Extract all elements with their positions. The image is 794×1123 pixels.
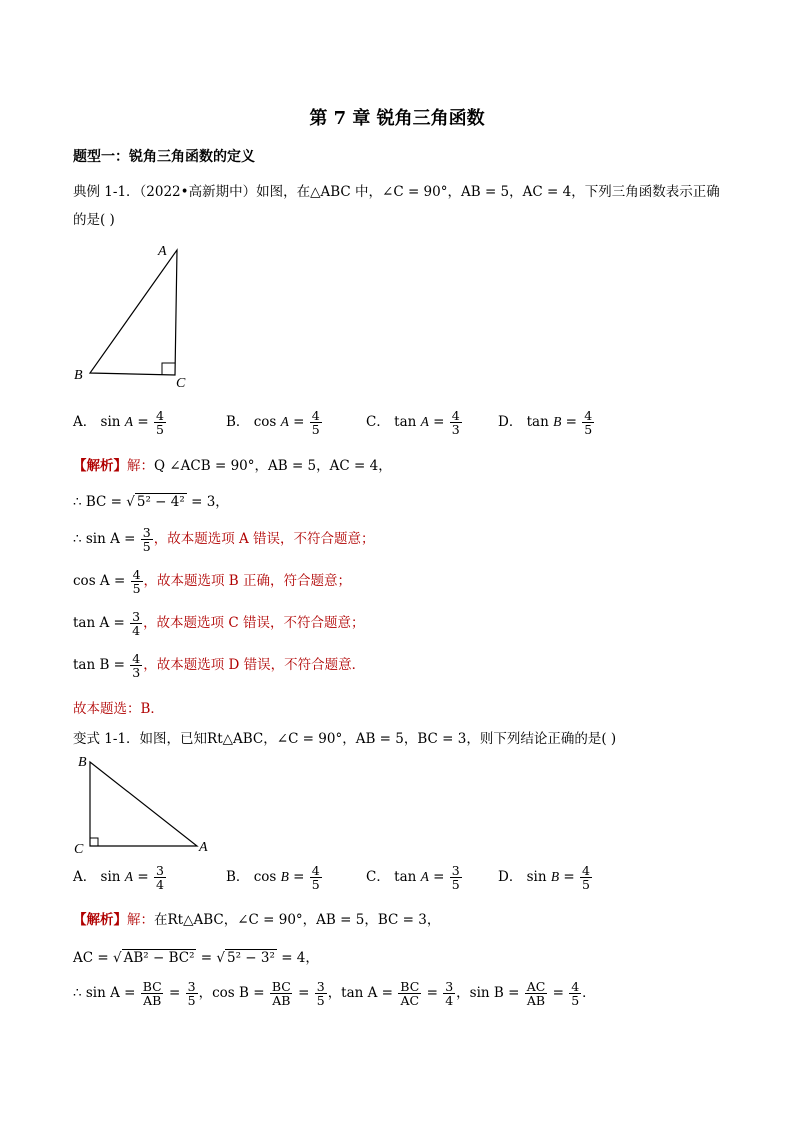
solution-math: = xyxy=(298,985,310,1001)
example1-triangle-figure xyxy=(70,238,200,393)
fraction-denominator: AB xyxy=(272,993,291,1008)
fraction-denominator: AB xyxy=(526,993,546,1008)
fraction-numerator: 3 xyxy=(155,863,164,878)
example1-solution-line6 xyxy=(73,652,365,679)
solution-fraction xyxy=(130,652,142,679)
fraction-numerator: 4 xyxy=(311,863,320,878)
solution-math: ∴ BC = xyxy=(73,494,122,510)
sqrt-radicand: 5² − 3² xyxy=(227,950,275,966)
fraction-numerator: AC xyxy=(526,979,546,994)
fraction-denominator: 5 xyxy=(584,422,593,437)
example1-solution-line4 xyxy=(73,568,351,595)
fraction-numerator: 3 xyxy=(316,979,325,994)
fraction-denominator: 5 xyxy=(187,993,196,1008)
solution-math: cos A = xyxy=(73,573,126,589)
solution-math: tan A = xyxy=(73,615,125,631)
variant1-stem: 变式 1-1．如图，已知Rt△ABC，∠C = 90°，AB = 5，BC = 3，则下列结论正确的是( ) xyxy=(73,731,617,747)
option-func: sin xyxy=(100,414,121,430)
fraction-denominator: 5 xyxy=(311,422,320,437)
solution-text: ，故本题选项 C 错误，不符合题意； xyxy=(143,615,365,631)
variant1-option-b[interactable]: B． cos B = $\frac{4}{5}$ xyxy=(226,863,320,892)
solution-fraction xyxy=(186,980,198,1007)
solution-math: ∴ sin A = xyxy=(73,985,136,1001)
triangle-abc xyxy=(90,250,177,375)
option-fraction xyxy=(310,864,322,891)
example1-option-b[interactable]: B． cos A = $\frac{4}{5}$ xyxy=(226,408,320,437)
solution-fraction xyxy=(443,980,455,1007)
fraction-numerator: 4 xyxy=(311,408,320,423)
fraction-denominator: AB xyxy=(143,993,162,1008)
solution-math: ∴ sin A = xyxy=(73,531,136,547)
option-fraction xyxy=(310,409,322,436)
solution-fraction xyxy=(130,610,142,637)
option-prefix: C． xyxy=(366,869,390,885)
solution-text: 解： xyxy=(127,458,154,474)
option-var: B xyxy=(280,869,289,884)
option-fraction xyxy=(582,409,594,436)
option-prefix: A． xyxy=(73,869,97,885)
solution-math: ． xyxy=(582,985,596,1001)
vertex-label-b: B xyxy=(74,368,83,383)
solution-math: = xyxy=(426,985,438,1001)
fraction-numerator: 4 xyxy=(584,408,593,423)
solution-fraction xyxy=(569,980,581,1007)
variant1-solution-line1 xyxy=(73,908,440,928)
solution-fraction xyxy=(141,980,164,1007)
option-var: A xyxy=(124,869,134,884)
variant1-solution-line3 xyxy=(73,980,596,1007)
page-title: 第 7 章 锐角三角函数 xyxy=(309,108,485,129)
option-fraction xyxy=(154,864,166,891)
solution-fraction xyxy=(141,526,153,553)
option-var: B xyxy=(550,869,560,884)
vertex-label-c: C xyxy=(74,842,84,857)
solution-math: = xyxy=(200,950,213,966)
solution-fraction xyxy=(525,980,548,1007)
option-func: cos xyxy=(253,869,277,885)
sqrt-radicand: 5² − 4² xyxy=(136,494,185,510)
solution-math: Q ∠ACB = 90°，AB = 5，AC = 4， xyxy=(154,458,392,474)
solution-math: ，cos B = xyxy=(198,985,265,1001)
fraction-denominator: 5 xyxy=(316,993,325,1008)
example1-stem-line2: 的是( ) xyxy=(73,212,115,228)
option-var: A xyxy=(280,414,289,429)
example1-solution-line3 xyxy=(73,526,375,553)
fraction-denominator: 3 xyxy=(451,422,460,437)
fraction-numerator: 3 xyxy=(451,863,460,878)
option-var: B xyxy=(553,414,562,429)
option-func: sin xyxy=(526,869,547,885)
option-var: A xyxy=(124,414,134,429)
fraction-denominator: 5 xyxy=(142,539,151,554)
fraction-numerator: 3 xyxy=(142,525,151,540)
fraction-denominator: 5 xyxy=(132,581,141,596)
right-angle-mark xyxy=(162,363,175,375)
triangle-abc xyxy=(90,762,197,846)
fraction-numerator: 3 xyxy=(132,609,141,624)
fraction-numerator: 4 xyxy=(132,567,141,582)
example1-conclusion: 故本题选：B． xyxy=(73,701,164,717)
example1-solution-line1 xyxy=(73,454,392,474)
solution-math: 在Rt△ABC，∠C = 90°，AB = 5，BC = 3， xyxy=(154,912,441,928)
fraction-denominator: 3 xyxy=(132,665,141,680)
option-prefix: D． xyxy=(498,414,523,430)
solution-fraction xyxy=(398,980,421,1007)
solution-text: ，故本题选项 D 错误，不符合题意． xyxy=(143,657,366,673)
section-heading: 题型一：锐角三角函数的定义 xyxy=(73,149,255,165)
fraction-denominator: 5 xyxy=(155,422,164,437)
fraction-numerator: 4 xyxy=(155,408,164,423)
analysis-tag: 【解析】 xyxy=(73,458,127,474)
option-func: sin xyxy=(100,869,121,885)
option-var: A xyxy=(420,869,429,884)
solution-text: 解： xyxy=(127,912,154,928)
right-angle-mark xyxy=(90,838,98,846)
solution-fraction xyxy=(270,980,293,1007)
solution-text: ，故本题选项 A 错误，不符合题意； xyxy=(153,531,375,547)
option-prefix: A． xyxy=(73,414,97,430)
variant1-option-a[interactable]: A． sin A = $\frac{3}{4}$ xyxy=(73,863,164,892)
fraction-denominator: 4 xyxy=(132,623,141,638)
option-prefix: D． xyxy=(498,869,523,885)
solution-math: ，sin B = xyxy=(456,985,520,1001)
fraction-denominator: 5 xyxy=(582,877,590,892)
option-fraction xyxy=(450,864,462,891)
solution-math: = 3， xyxy=(191,494,229,510)
example1-option-c[interactable]: C． tan A = $\frac{4}{3}$ xyxy=(366,408,460,437)
fraction-numerator: 3 xyxy=(187,979,196,994)
example1-solution-line2: ∴ BC = √ 5² − 4² = 3， xyxy=(73,494,229,510)
sqrt-radicand: AB² − BC² xyxy=(123,950,195,966)
fraction-denominator: AC xyxy=(400,993,420,1008)
option-fraction xyxy=(450,409,462,436)
fraction-denominator: 5 xyxy=(311,877,320,892)
option-var: A xyxy=(420,414,429,429)
fraction-numerator: 3 xyxy=(445,979,454,994)
example1-stem-line1: 典例 1-1．（2022•高新期中）如图，在△ABC 中，∠C = 90°，AB = 5，AC = 4，下列三角函数表示正确 xyxy=(73,184,720,200)
variant1-option-d[interactable]: D． sin B = $\frac{4}{5}$ xyxy=(498,863,590,892)
option-func: cos xyxy=(253,414,277,430)
fraction-denominator: 5 xyxy=(451,877,460,892)
solution-fraction xyxy=(315,980,327,1007)
fraction-numerator: 4 xyxy=(582,863,590,878)
vertex-label-b: B xyxy=(78,755,87,770)
option-fraction xyxy=(580,864,592,891)
variant1-triangle-figure xyxy=(70,752,220,857)
vertex-label-a: A xyxy=(199,840,208,855)
vertex-label-a: A xyxy=(158,244,167,259)
solution-math: = 4， xyxy=(281,950,319,966)
example1-option-d[interactable]: D． tan B = $\frac{4}{5}$ xyxy=(498,408,593,437)
fraction-numerator: BC xyxy=(271,979,291,994)
fraction-numerator: 4 xyxy=(132,651,141,666)
fraction-numerator: 4 xyxy=(451,408,460,423)
option-fraction xyxy=(154,409,166,436)
solution-math: = xyxy=(169,985,181,1001)
analysis-tag: 【解析】 xyxy=(73,912,127,928)
variant1-option-c[interactable]: C． tan A = $\frac{3}{5}$ xyxy=(366,863,460,892)
solution-math: = xyxy=(552,985,564,1001)
fraction-denominator: 5 xyxy=(571,993,580,1008)
fraction-numerator: BC xyxy=(142,979,162,994)
solution-math: AC = xyxy=(73,950,109,966)
solution-text: ，故本题选项 B 正确，符合题意； xyxy=(143,573,352,589)
example1-solution-line5 xyxy=(73,610,364,637)
solution-math: ，tan A = xyxy=(327,985,393,1001)
option-func: tan xyxy=(394,869,417,885)
fraction-numerator: 4 xyxy=(571,979,580,994)
fraction-denominator: 4 xyxy=(155,877,164,892)
fraction-numerator: BC xyxy=(400,979,420,994)
vertex-label-c: C xyxy=(176,376,186,391)
option-prefix: C． xyxy=(366,414,390,430)
solution-math: tan B = xyxy=(73,657,125,673)
variant1-solution-line2: AC = √ AB² − BC² = √ 5² − 3² = 4， xyxy=(73,950,319,966)
option-prefix: B． xyxy=(226,869,250,885)
solution-fraction xyxy=(131,568,143,595)
example1-option-a[interactable]: A． sin A = $\frac{4}{5}$ xyxy=(73,408,164,437)
option-func: tan xyxy=(526,414,549,430)
option-func: tan xyxy=(394,414,417,430)
fraction-denominator: 4 xyxy=(445,993,454,1008)
option-prefix: B． xyxy=(226,414,250,430)
